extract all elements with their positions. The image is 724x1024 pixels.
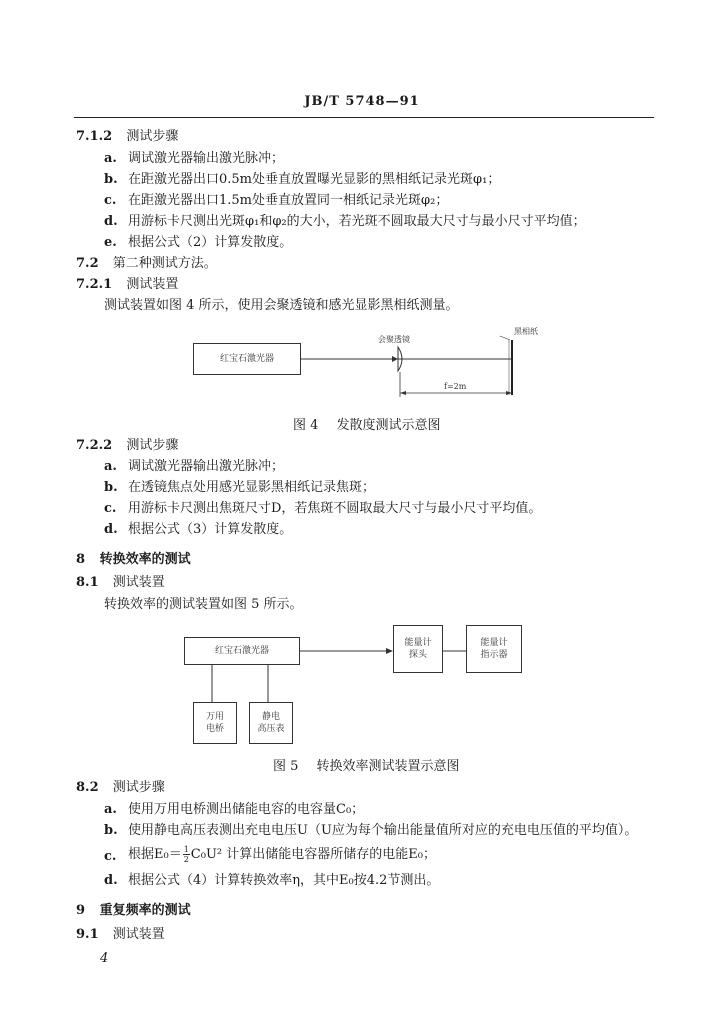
section-title: 转换效率的测试 — [99, 552, 191, 567]
list-item-text: 在距激光器出口0.5m处垂直放置曝光显影的黑相纸记录光斑φ₁； — [128, 172, 501, 187]
list-item-text: 在透镜焦点处用感光显影黑相纸记录焦斑； — [128, 480, 376, 495]
box-label-line: 探头 — [408, 650, 427, 660]
list-item-text: 根据公式（2）计算发散度。 — [128, 235, 293, 250]
distance-label: f=2m — [444, 382, 467, 391]
list-item-text: 用游标卡尺测出光斑φ₁和φ₂的大小，若光斑不圆取最大尺寸与最小尺寸平均值； — [128, 214, 586, 229]
energy-meter-indicator-box — [466, 625, 522, 673]
page-number: 4 — [100, 951, 109, 966]
item-letter: d. — [104, 522, 118, 537]
list-item-text: 调试激光器输出激光脉冲； — [128, 151, 285, 166]
section-title: 重复频率的测试 — [99, 903, 191, 918]
paragraph: 测试装置如图 4 所示，使用会聚透镜和感光显影黑相纸测量。 — [104, 298, 459, 313]
list-item-text: 在距激光器出口1.5m处垂直放置同一相纸记录光斑φ₂； — [128, 193, 449, 208]
item-letter: a. — [104, 802, 117, 817]
formula-text-post: C₀U² 计算出储能电容器所储存的电能E₀； — [190, 847, 436, 862]
list-item — [104, 873, 118, 889]
caption-text: 转换效率测试装置示意图 — [316, 759, 460, 774]
list-item-text: 根据公式（3）计算发散度。 — [128, 522, 293, 537]
item-letter: c. — [104, 501, 117, 516]
list-item — [104, 823, 118, 839]
section-number: 7.2.1 — [76, 277, 113, 292]
laser-box: 红宝石激光器 — [184, 637, 300, 665]
section-number: 7.2 — [76, 256, 99, 271]
section-title: 测试装置 — [112, 927, 165, 942]
fraction-numerator: 1 — [183, 845, 189, 854]
standard-number: JB/T 5748—91 — [304, 94, 420, 109]
section-number: 7.2.2 — [76, 438, 113, 453]
caption-text: 发散度测试示意图 — [336, 418, 441, 433]
item-letter: b. — [104, 823, 118, 838]
list-item-text: 使用万用电桥测出储能电容的电容量C₀； — [128, 802, 365, 817]
caption-number: 图 5 — [273, 759, 299, 774]
beam-arrow-icon — [386, 648, 393, 654]
fraction — [183, 845, 190, 864]
item-letter: b. — [104, 480, 118, 495]
formula-item — [128, 843, 436, 867]
list-item-text: 用游标卡尺测出焦斑尺寸D，若焦斑不圆取最大尺寸与最小尺寸平均值。 — [128, 501, 542, 516]
lens-label: 会聚透镜 — [378, 335, 410, 344]
box-label-line: 高压表 — [257, 724, 285, 734]
item-letter: a. — [104, 151, 117, 166]
item-letter: e. — [104, 235, 117, 250]
section-title: 第二种测试方法。 — [112, 256, 217, 271]
section-8-2-heading — [76, 780, 165, 796]
figure-5-caption — [273, 755, 460, 774]
caption-number: 图 4 — [293, 418, 319, 433]
section-number: 9 — [76, 903, 86, 918]
section-number: 8 — [76, 552, 86, 567]
section-title: 测试步骤 — [126, 129, 179, 144]
item-letter: b. — [104, 172, 118, 187]
item-letter: d. — [104, 873, 118, 888]
energy-meter-probe-box — [393, 625, 443, 673]
list-item-text: 调试激光器输出激光脉冲； — [128, 459, 285, 474]
multimeter-bridge-box — [193, 702, 237, 744]
box-label-line: 能量计 — [404, 638, 432, 648]
box-label-line: 指示器 — [480, 650, 508, 660]
paragraph: 转换效率的测试装置如图 5 所示。 — [104, 597, 303, 612]
box-label-line: 能量计 — [480, 638, 508, 648]
section-number: 9.1 — [76, 927, 99, 942]
section-title: 测试步骤 — [112, 780, 165, 795]
list-item — [104, 849, 116, 865]
electrostatic-voltmeter-box — [249, 702, 293, 744]
item-letter: c. — [104, 849, 117, 864]
section-title: 测试装置 — [112, 575, 165, 590]
box-label-line: 万用 — [205, 712, 224, 722]
section-9-1-heading — [76, 927, 165, 943]
item-letter: c. — [104, 193, 117, 208]
section-number: 8.1 — [76, 575, 99, 590]
list-item-text: 使用静电高压表测出充电电压U（U应为每个输出能量值所对应的充电电压值的平均值）。 — [128, 823, 638, 838]
box-label-line: 静电 — [261, 712, 280, 722]
item-letter: a. — [104, 459, 117, 474]
section-title: 测试装置 — [126, 277, 179, 292]
section-title: 测试步骤 — [126, 438, 179, 453]
formula-text-pre: 根据E₀＝ — [128, 847, 182, 862]
box-label-line: 电桥 — [205, 724, 224, 734]
section-number: 8.2 — [76, 780, 99, 795]
laser-box: 红宝石激光器 — [193, 343, 301, 375]
fraction-denominator: 2 — [183, 855, 189, 864]
paper-label: 黑相纸 — [514, 327, 538, 336]
section-9-heading — [76, 903, 191, 919]
list-item-text: 根据公式（4）计算转换效率η，其中E₀按4.2节测出。 — [128, 873, 440, 888]
item-letter: d. — [104, 214, 118, 229]
list-item — [104, 802, 117, 818]
section-number: 7.1.2 — [76, 129, 113, 144]
